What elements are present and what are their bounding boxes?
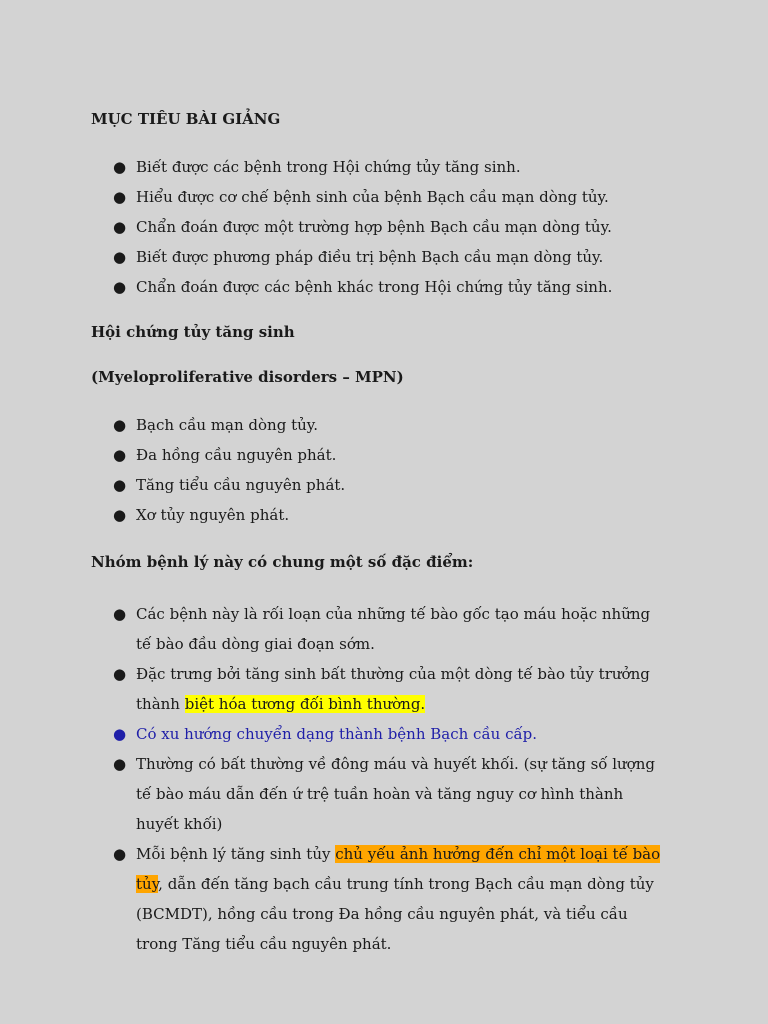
section-title-features: Nhóm bệnh lý này có chung một số đặc điểm: (91, 553, 474, 571)
bullet-icon: ● (113, 755, 127, 773)
list-item: ● Hiểu được cơ chế bệnh sinh của bệnh Bạch cầu mạn dòng tủy. (91, 182, 668, 212)
list-item: ● Có xu hướng chuyển dạng thành bệnh Bạch cầu cấp. (91, 719, 668, 749)
bullet-icon: ● (113, 506, 127, 524)
list-item: ● Đa hồng cầu nguyên phát. (91, 440, 668, 470)
bullet-icon: ● (113, 845, 127, 863)
highlighted-text: chủ yếu ảnh hưởng đến chỉ một loại tế bào tủy (136, 845, 661, 893)
bullet-icon: ● (113, 218, 127, 236)
bullet-icon: ● (113, 665, 127, 683)
bullet-icon: ● (113, 278, 127, 296)
list-item: ● Chẩn đoán được các bệnh khác trong Hội chứng tủy tăng sinh. (91, 272, 668, 302)
features-list (91, 599, 668, 959)
list-item: ● Biết được phương pháp điều trị bệnh Bạch cầu mạn dòng tủy. (91, 242, 668, 272)
list-item: ● Đặc trưng bởi tăng sinh bất thường của một dòng tế bào tủy trưởng thành biệt hóa tương đối bình thường. (91, 659, 668, 719)
list-item: ● Xơ tủy nguyên phát. (91, 500, 668, 530)
bullet-icon: ● (113, 248, 127, 266)
list-item: ● Bạch cầu mạn dòng tủy. (91, 410, 668, 440)
list-item: ● Mỗi bệnh lý tăng sinh tủy chủ yếu ảnh hưởng đến chỉ một loại tế bào tủy, dẫn đến tăng bạch cầu trung tính trong Bạch cầu mạn dòng tủy (BCMDT), hồng cầu trong Đa hồng cầu nguyên phát, và tiểu cầu trong Tăng tiểu cầu nguyên phát. (91, 839, 668, 959)
bullet-icon: ● (113, 605, 127, 623)
bullet-icon: ● (113, 188, 127, 206)
bullet-icon: ● (113, 725, 127, 743)
list-item: ● Tăng tiểu cầu nguyên phát. (91, 470, 668, 500)
bullet-icon: ● (113, 446, 127, 464)
list-item: ● Biết được các bệnh trong Hội chứng tủy tăng sinh. (91, 152, 668, 182)
bullet-icon: ● (113, 476, 127, 494)
list-item: ● Các bệnh này là rối loạn của những tế bào gốc tạo máu hoặc những tế bào đầu dòng giai đoạn sớm. (91, 599, 668, 659)
objectives-list (91, 152, 668, 302)
list-item: ● Chẩn đoán được một trường hợp bệnh Bạch cầu mạn dòng tủy. (91, 212, 668, 242)
bullet-icon: ● (113, 416, 127, 434)
highlighted-text: biệt hóa tương đối bình thường. (184, 695, 426, 713)
section-subtitle-mpn: (Myeloproliferative disorders – MPN) (91, 368, 404, 386)
bullet-icon: ● (113, 158, 127, 176)
lecture-objectives-title: MỤC TIÊU BÀI GIẢNG (91, 110, 281, 128)
diseases-list (91, 410, 668, 530)
section-title-mpn: Hội chứng tủy tăng sinh (91, 323, 295, 341)
list-item: ● Thường có bất thường về đông máu và huyết khối. (sự tăng số lượng tế bào máu dẫn đến ứ trệ tuần hoàn và tăng nguy cơ hình thành huyết khối) (91, 749, 668, 839)
